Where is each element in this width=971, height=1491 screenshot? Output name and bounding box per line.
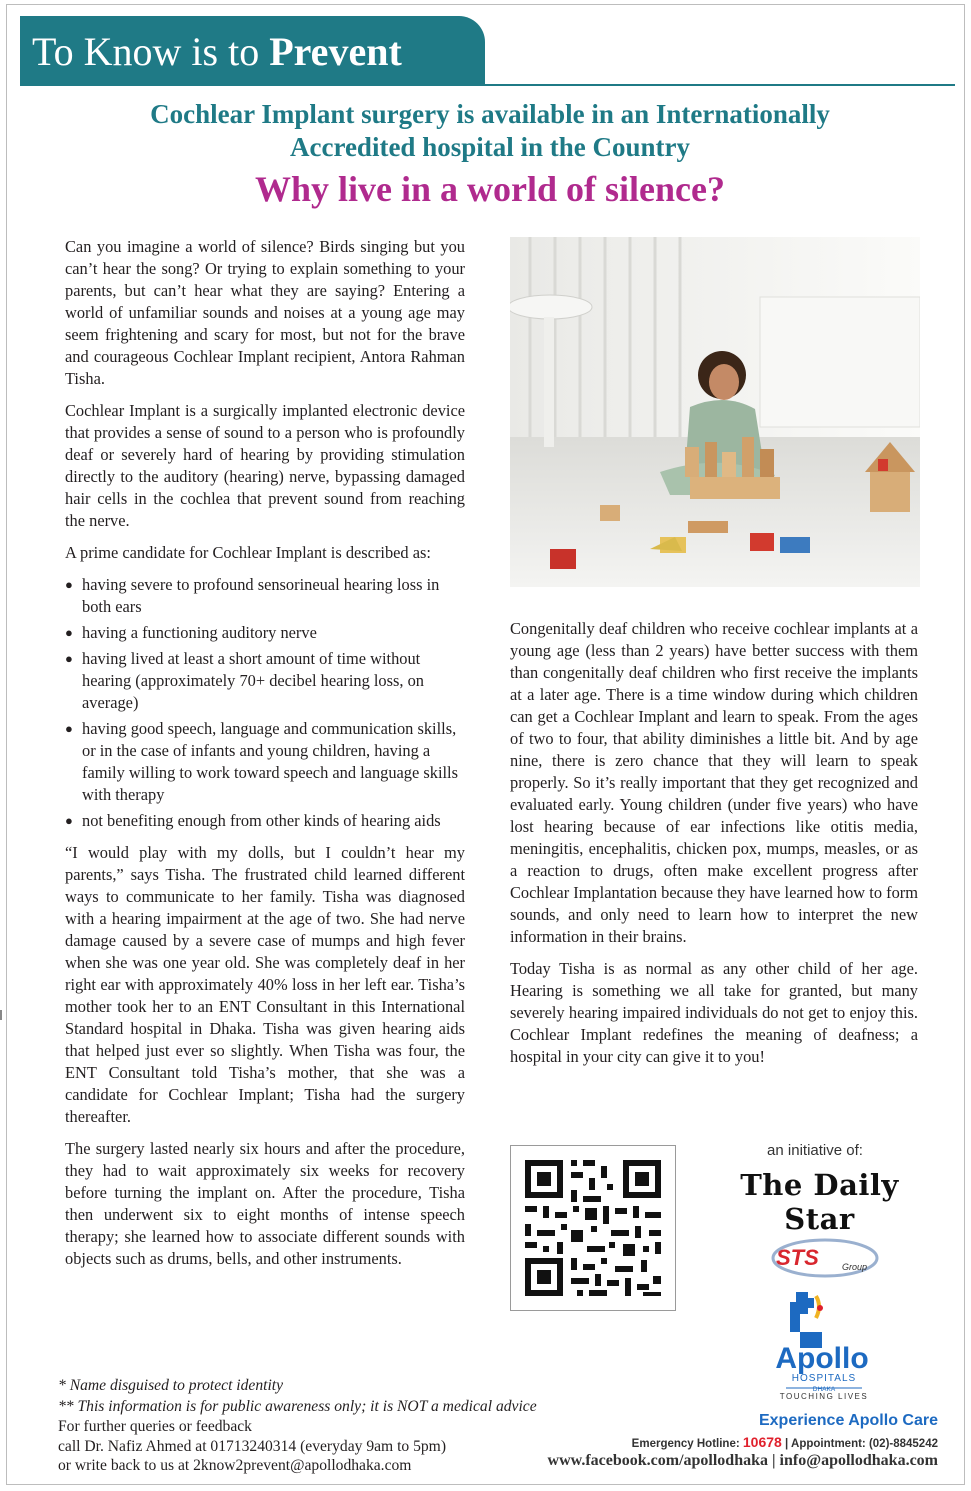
list-item: ● having a functioning auditory nerve bbox=[65, 622, 465, 644]
facebook-link[interactable]: www.facebook.com/apollodhaka bbox=[547, 1452, 768, 1469]
hotline-line: Emergency Hotline: 10678 | Appointment: (02)-8845242 bbox=[631, 1434, 938, 1450]
left-para-5: The surgery lasted nearly six hours and after the procedure, they had to wait approximately six weeks for recovery before turning the implant on. After the procedure, Tisha then underwent six to eight months of intense speech therapy; she learned how to associate different sounds with objects such as drums, bells, and other instruments. bbox=[65, 1139, 465, 1268]
subtitle-line1: Cochlear Implant surgery is available in an Internationally bbox=[150, 99, 830, 129]
sts-group-text: Group bbox=[842, 1262, 868, 1272]
banner-bold: Prevent bbox=[269, 29, 402, 74]
subtitle-line2: Accredited hospital in the Country bbox=[289, 132, 690, 162]
experience-apollo-care: Experience Apollo Care bbox=[758, 1412, 938, 1429]
left-para-2: Cochlear Implant is a surgically implanted electronic device that provides a sense of sound to a person who is profoundly deaf or severely hard of hearing by providing stimulation directly to the auditory (hearing) nerve, bypassing damaged hair cells in the cochlea that prevent sound from reaching the nerve. bbox=[65, 401, 465, 530]
list-item: ● having good speech, language and communication skills, or in the case of infants and young children, having a family willing to work toward speech and language skills with therapy bbox=[65, 718, 465, 806]
margin-mark bbox=[0, 1010, 2, 1020]
list-item: ● having lived at least a short amount of time without hearing (approximately 70+ decibel hearing loss, on average) bbox=[65, 648, 465, 714]
apollo-name: Apollo bbox=[775, 1342, 869, 1375]
footer-queries: For further queries or feedback bbox=[58, 1418, 252, 1435]
email-link[interactable]: info@apollodhaka.com bbox=[779, 1452, 938, 1469]
left-column bbox=[65, 236, 465, 1280]
web-contacts: www.facebook.com/apollodhaka | info@apollodhaka.com bbox=[547, 1452, 938, 1469]
apollo-emblem-icon bbox=[790, 1292, 823, 1348]
list-item: ● having severe to profound sensorineual hearing loss in both ears bbox=[65, 574, 465, 618]
left-para-3: A prime candidate for Cochlear Implant is described as: bbox=[65, 543, 431, 562]
qr-code[interactable] bbox=[510, 1145, 676, 1311]
footer-call: call Dr. Nafiz Ahmed at 01713240314 (everyday 9am to 5pm) bbox=[58, 1438, 447, 1455]
sts-group-logo bbox=[770, 1232, 880, 1282]
daily-star-logo: The Daily Star bbox=[740, 1168, 899, 1236]
apollo-tagline: TOUCHING LIVES bbox=[779, 1392, 869, 1400]
candidate-list bbox=[65, 574, 465, 832]
qr-code-icon bbox=[511, 1146, 675, 1310]
headline: Why live in a world of silence? bbox=[255, 169, 725, 209]
right-column bbox=[510, 618, 918, 1078]
sts-text: STS bbox=[776, 1245, 819, 1270]
footnote-identity: * Name disguised to protect identity bbox=[58, 1377, 284, 1394]
appointment-number: Appointment: (02)-8845242 bbox=[791, 1438, 938, 1450]
list-item: ● not benefiting enough from other kinds of hearing aids bbox=[65, 810, 465, 832]
apollo-hospitals: HOSPITALS bbox=[791, 1373, 857, 1384]
footnote-disclaimer: ** This information is for public awareness only; it is NOT a medical advice bbox=[58, 1398, 537, 1415]
hotline-label: Emergency Hotline: bbox=[631, 1438, 740, 1450]
left-para-1: Can you imagine a world of silence? Birds singing but you can’t hear the song? Or trying to explain something to your parents, but can’t hear what they are saying? Entering a world of unfamiliar sounds and noises at a young age may seem frightening and scary for most, but not for the brave and courageous Cochlear Implant recipient, Antora Rahman Tisha. bbox=[65, 237, 465, 388]
apollo-hospitals-logo bbox=[762, 1288, 882, 1400]
left-para-4: “I would play with my dolls, but I couldn’t hear my parents,” says Tisha. The frustrated child learned different ways to communicate to her family. Tisha was diagnosed with a hearing impairment at the age of two. She had nerve damage caused by a severe case of mumps and high fever when she was one year old. She was completely deaf in her right ear with approximately 40% loss in her left ear. Tisha’s mother took her to an ENT Consultant in this International Standard hospital in Dhaka. Tisha was given hearing aids that helped just ever so slightly. When Tisha was four, the ENT Consultant told Tisha’s mother, that she was a candidate for Cochlear Implant; Tisha had the surgery thereafter. bbox=[65, 843, 465, 1126]
hotline-number: 10678 bbox=[742, 1434, 782, 1450]
footer-write: or write back to us at 2know2prevent@apollodhaka.com bbox=[58, 1457, 412, 1474]
header-banner bbox=[20, 16, 485, 86]
initiative-label: an initiative of: bbox=[767, 1142, 863, 1159]
child-playing-photo bbox=[510, 237, 920, 587]
right-para-1: Congenitally deaf children who receive cochlear implants at a young age (less than 2 years) have better success with them than congenitally deaf children who first receive the implants at a later age. There is a time window during which children can get a Cochlear Implant and learn to speak. From the ages of two to four, that ability diminishes a little bit. And by age nine, there is zero chance that they will learn to speak properly. So it’s really important that they get recognized and evaluated early. Young children (under five years) who have lost hearing because of ear infections like otitis media, meningitis, encephalitis, chicken pox, mumps, measles, or as a reaction to drugs, often make excellent progress after Cochlear Implantation because they have learned how to form sounds, and only need to learn how to interpret the new information in their brains. bbox=[510, 619, 918, 946]
banner-prefix: To Know is to bbox=[32, 29, 260, 74]
banner-rule bbox=[20, 84, 955, 86]
apollo-city: DHAKA bbox=[812, 1386, 836, 1393]
right-para-2: Today Tisha is as normal as any other child of her age. Hearing is something we all take for granted, but many severely hearing impaired individuals do not get to enjoy this. Cochlear Implant redefines the meaning of deafness; a hospital in your city can give it to you! bbox=[510, 959, 918, 1066]
